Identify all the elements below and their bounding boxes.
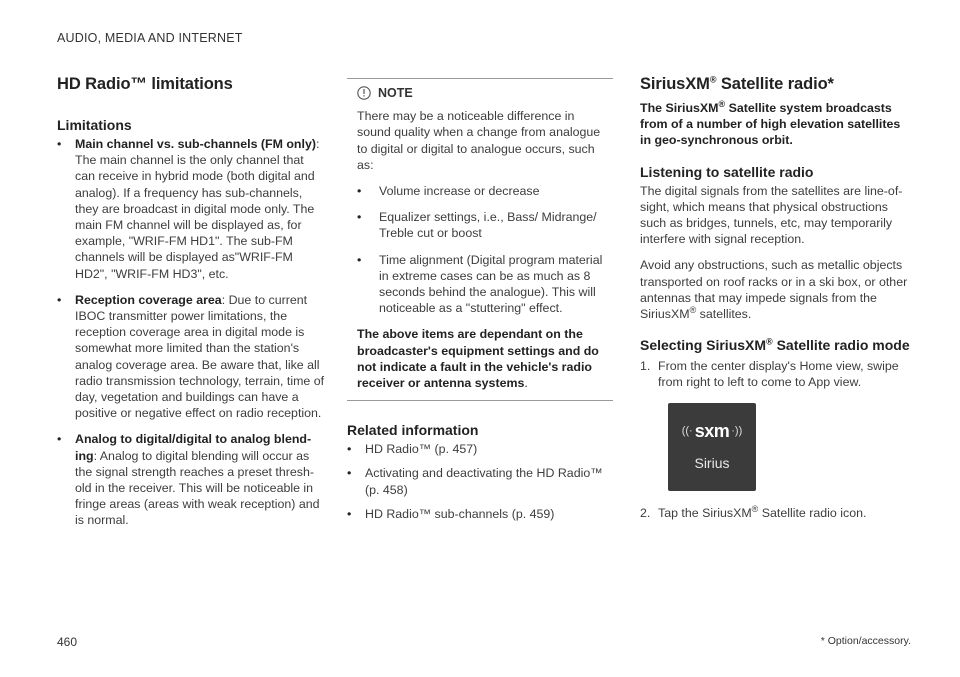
title-part: SiriusXM xyxy=(640,75,710,93)
step-text: From the center display's Home view, swipe from right to left to come to App view. xyxy=(658,359,899,390)
sxm-logo-text: sxm xyxy=(694,420,730,441)
note-box xyxy=(347,78,613,401)
title-part: Satellite radio* xyxy=(716,75,834,93)
related-information xyxy=(347,421,613,522)
note-intro: There may be a noticeable difference in sound quality when a change from analogue to digital or digital to analogue occurs, such as: xyxy=(357,109,601,172)
note-bold-end: . xyxy=(524,376,528,391)
sirius-app-tile[interactable] xyxy=(668,403,756,491)
related-heading: Related information xyxy=(347,422,479,439)
step-text: Satellite radio icon. xyxy=(758,505,867,520)
column-siriusxm xyxy=(640,74,910,529)
registered-mark: ® xyxy=(709,74,717,85)
intro-part: The SiriusXM xyxy=(640,101,719,115)
column-hd-radio-limitations xyxy=(57,74,325,539)
list-item xyxy=(57,136,325,282)
note-label: NOTE xyxy=(378,86,413,100)
limitations-list xyxy=(57,136,325,529)
list-item: • Volume increase or decrease xyxy=(357,183,603,199)
item-bold: Main channel vs. sub-channels (FM only) xyxy=(75,137,316,151)
registered-mark: ® xyxy=(766,336,773,347)
list-item: • Time alignment (Digital program material in extreme cases can be as much as 8 seconds behind the analogue). This will noticeable as a "stuttering" effect. xyxy=(357,252,603,317)
registered-mark: ® xyxy=(751,503,759,514)
note-list xyxy=(357,183,603,316)
item-text: : Analog to digital blending will occur as the signal strength reaches a preset thresh-old in the receiver. This will be noticeable in fringe areas (areas with weak reception) and is normal. xyxy=(75,448,320,528)
step-2 xyxy=(640,505,910,521)
page-number: 460 xyxy=(57,635,78,649)
registered-mark: ® xyxy=(718,98,726,109)
selecting-heading xyxy=(640,336,910,354)
signal-waves-left-icon: ((· xyxy=(681,424,693,437)
sxm-logo xyxy=(681,420,743,441)
list-item xyxy=(57,431,325,528)
item-bold: Reception coverage area xyxy=(75,292,222,307)
related-link[interactable]: • HD Radio™ (p. 457) xyxy=(347,441,613,457)
siriusxm-title xyxy=(640,74,910,94)
heading-part: Satellite radio mode xyxy=(772,337,910,354)
listening-heading: Listening to satellite radio xyxy=(640,163,814,180)
page-title: HD Radio™ limitations xyxy=(57,75,233,93)
step-number: 2. xyxy=(640,505,651,520)
signal-waves-right-icon: ·)) xyxy=(731,424,743,437)
section-header: AUDIO, MEDIA AND INTERNET xyxy=(57,31,243,45)
intro-part: Satellite system broadcasts from of a number of high elevation satellites in geo-synchronous orbit. xyxy=(640,101,901,148)
note-header xyxy=(357,85,603,101)
step-1 xyxy=(640,358,910,390)
list-item: • Equalizer settings, i.e., Bass/ Midrange/ Treble cut or boost xyxy=(357,209,603,241)
related-link[interactable]: • HD Radio™ sub-channels (p. 459) xyxy=(347,506,613,522)
info-icon xyxy=(357,86,371,100)
heading-part: Selecting SiriusXM xyxy=(640,337,767,354)
listening-paragraph-1: The digital signals from the satellites are line-of-sight, which means that physical obstructions such as bridges, tunnels, etc, may temporarily interfere with signal reception. xyxy=(640,183,903,247)
steps-list-continued xyxy=(640,505,910,521)
list-item xyxy=(57,292,325,422)
item-text: : Due to current IBOC transmitter power limitations, the reception coverage area in digital mode is somewhat more limited than the station's analog coverage area. Be aware that, like all radio transmission technology, terrain, time of day, vegetation and buildings can have a positive or negative effect on radio reception. xyxy=(75,292,325,421)
step-number: 1. xyxy=(640,359,651,374)
limitations-heading: Limitations xyxy=(57,117,132,133)
related-list xyxy=(347,441,613,522)
steps-list xyxy=(640,358,910,390)
siriusxm-intro xyxy=(640,100,910,149)
registered-mark: ® xyxy=(689,304,697,315)
footnote: * Option/accessory. xyxy=(820,635,911,647)
step-text: Tap the SiriusXM xyxy=(658,505,752,520)
column-note xyxy=(347,74,613,530)
related-link[interactable]: • Activating and deactivating the HD Radio™ (p. 458) xyxy=(347,465,613,497)
item-text: : The main channel is the only channel that can receive in hybrid mode (both digital and analog). If a frequency has sub-channels, they are broadcast in digital mode only. The main FM channel will be displayed as, for example, "WRIF-FM HD1". The sub-FM channels will be displayed as"WRIF-FM HD2", "WRIF-FM HD3", etc. xyxy=(75,137,320,281)
paragraph-part: Avoid any obstructions, such as metallic objects transported on roof racks or in a ski box, or other antennas that may impede signals from the SiriusXM xyxy=(640,258,908,322)
item-bold: Analog to digital/digital to analog blend-ing xyxy=(75,432,312,463)
listening-paragraph-2 xyxy=(640,257,910,322)
note-bold-main: The above items are dependant on the broadcaster's equipment settings and do not indicate a fault in the vehicle's radio receiver or antenna systems xyxy=(357,327,599,391)
paragraph-part: satellites. xyxy=(696,307,752,322)
note-bold-text xyxy=(357,326,603,391)
tile-label: Sirius xyxy=(694,454,730,471)
